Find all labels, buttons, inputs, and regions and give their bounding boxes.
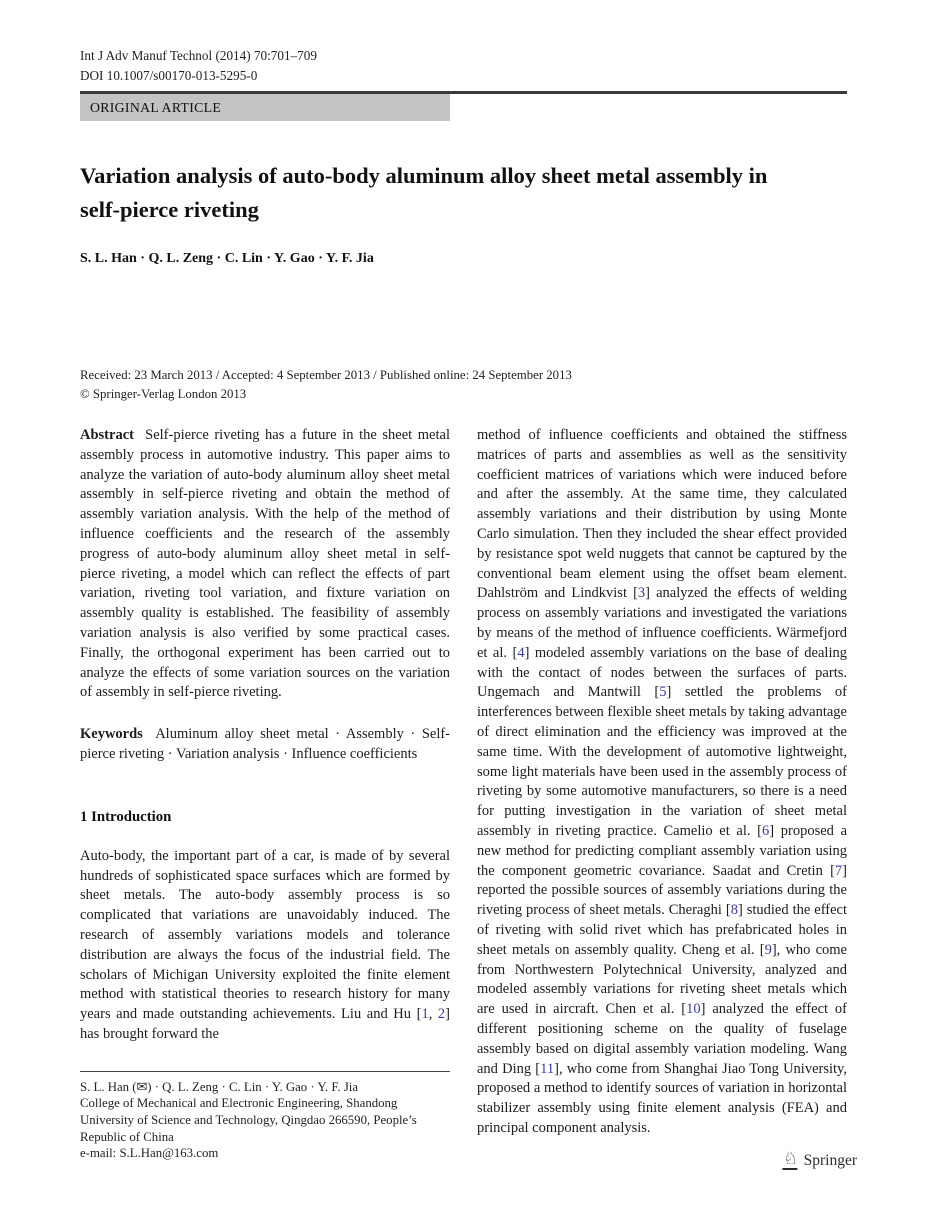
reference-link[interactable]: 6 (762, 822, 770, 839)
reference-link[interactable]: 9 (764, 941, 772, 958)
received-accepted-line: Received: 23 March 2013 / Accepted: 4 September 2013 / Published online: 24 September 2013 (80, 368, 572, 382)
authors-line: S. L. Han · Q. L. Zeng · C. Lin · Y. Gao · Y. F. Jia (80, 251, 374, 266)
abstract-text: Self-pierce riveting has a future in the sheet metal assembly process in automotive industry. This paper aims to analyze the variation of auto-body aluminum alloy sheet metal assembly in self-pierce riveting and obtain the method of assembly variation analysis. With the help of the method of influence coefficients and the research of the assembly progress of auto-body aluminum alloy sheet metal in self-pierce riveting, a model which can reflect the effects of part variation, riveting tool variation, and fixture variation on assembly quality is established. The feasibility of assembly variation analysis is also verified by some practical cases. Finally, the orthogonal experiment has been carried out to analyze the effects of some variation sources on the variation of assembly in self-pierce riveting. (80, 427, 450, 701)
chess-knight-icon: ♘ (782, 1149, 800, 1169)
reference-link[interactable]: 7 (834, 862, 843, 879)
page-content (80, 0, 847, 1162)
reference-link[interactable]: 1 (421, 1006, 429, 1023)
keywords-text: Aluminum alloy sheet metal · Assembly · Self-pierce riveting · Variation analysis · Influence coefficients (80, 726, 451, 762)
introduction-column1-text: Auto-body, the important part of a car, is made of by several hundreds of sophisticated space surfaces which are formed by sheet metals. The auto-body assembly process is so complicated that variations are unavoidably induced. The research of assembly variations models and tolerance distribution are always the focus of the industrial field. The scholars of Michigan University exploited the finite element method with statistical theories to research history for many years and made outstanding achievements. Liu and Hu [1, 2] has brought forward the (80, 847, 451, 1042)
correspondence-footnote (80, 1071, 450, 1162)
journal-citation: Int J Adv Manuf Technol (2014) 70:701–709 (80, 48, 317, 63)
reference-link[interactable]: 10 (686, 1001, 701, 1018)
left-column (80, 426, 450, 1162)
footnote-email: e-mail: S.L.Han@163.com (80, 1146, 219, 1161)
journal-header (80, 46, 847, 86)
abstract-label: Abstract (80, 427, 134, 443)
keywords-label: Keywords (80, 726, 143, 743)
reference-link[interactable]: 4 (517, 644, 525, 661)
abstract-paragraph (80, 426, 450, 703)
article-history (80, 366, 847, 404)
footnote-authors: S. L. Han (✉) · Q. L. Zeng · C. Lin · Y. Gao · Y. F. Jia (80, 1079, 359, 1094)
introduction-column2-text: method of influence coefficients and obtained the stiffness matrices of parts and assemblies as well as the sensitivity coefficient matrices of variations which were induced before and after the assembly. At the same time, they calculated assembly variations and their distribution by using Monte Carlo simulation. Then they included the shear effect provided by resistance spot weld nuggets that cannot be captured by the conventional beam element using the offset beam element. Dahlström and Lindkvist [3] analyzed the effects of welding process on assembly variations and investigated the variations by means of the method of influence coefficients. Wärmefjord et al. [4] modeled assembly variations on the base of dealing with the contact of nodes between the surfaces of parts. Ungemach and Mantwill [5] settled the problems of interferences between flexible sheet metals by taking advantage of direct elimination and the efficiency was improved at the same time. With the development of automotive lightweight, some light materials have been used in the assembly process of riveting by some automotive manufacturers, so there is a need for putting investigation in the variation of sheet metal assembly in riveting practice. Camelio et al. [6] proposed a new method for predicting compliant assembly variation using the component geometric covariance. Saadat and Cretin [7] reported the possible sources of assembly variations during the riveting process of sheet metals. Cheraghi [8] studied the effect of riveting with solid rivet which has prefabricated holes in sheet metals on assembly quality. Cheng et al. [9], who come from Northwestern Polytechnical University, analyzed and modeled assembly variations for riveting sheet metals which are used in aircraft. Chen et al. [10] analyzed the effect of different positioning scheme on the quality of fuselage assembly based on digital assembly variation modeling. Wang and Ding [11], who come from Shanghai Jiao Tong University, proposed a method to identify sources of variation in horizontal stabilizer assembly using finite element analysis (FEA) and principal component analysis. (477, 427, 848, 1136)
reference-link[interactable]: 3 (637, 585, 646, 602)
section-heading-introduction: 1 Introduction (80, 808, 172, 825)
reference-link[interactable]: 11 (540, 1060, 555, 1077)
reference-link[interactable]: 5 (659, 684, 667, 701)
right-column (477, 426, 847, 1162)
doi-line: DOI 10.1007/s00170-013-5295-0 (80, 68, 258, 83)
reference-link[interactable]: 2 (437, 1006, 446, 1023)
publisher-logo (783, 1151, 857, 1170)
two-column-body (80, 426, 847, 1162)
page-title: Variation analysis of auto-body aluminum alloy sheet metal assembly in self-pierce riveting (80, 163, 768, 222)
article-type-banner: ORIGINAL ARTICLE (80, 94, 450, 121)
reference-link[interactable]: 8 (730, 902, 738, 919)
publisher-name: Springer (803, 1151, 857, 1169)
keywords-paragraph (80, 725, 450, 765)
footnote-affiliation: College of Mechanical and Electronic Engineering, Shandong University of Science and Technology, Qingdao 266590, People’s Republic of China (80, 1096, 417, 1144)
copyright-line: © Springer-Verlag London 2013 (80, 387, 247, 401)
